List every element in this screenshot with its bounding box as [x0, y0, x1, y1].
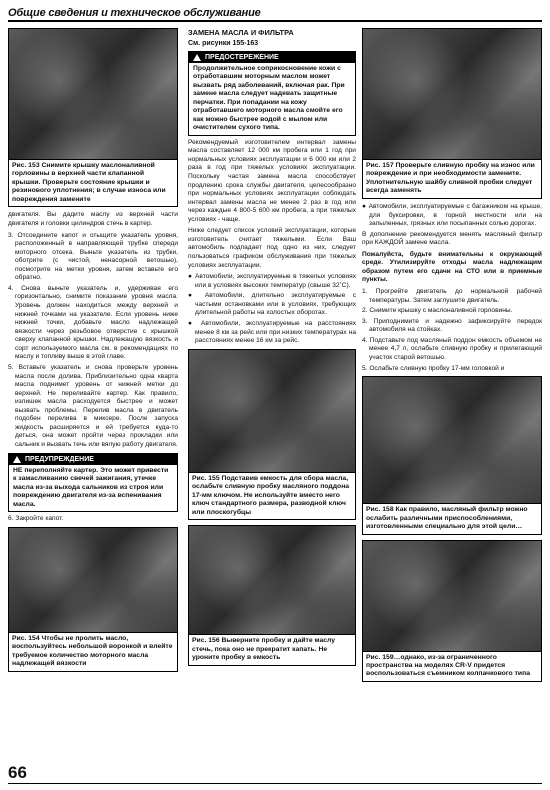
- drain-plug-photo-156: [188, 525, 356, 635]
- paragraph-conditions: Ниже следует список условий эксплуатации, которые изготовитель считает тяжелыми. Если Ваш автомобиль подпадает под одно из них, следует пользоваться графиком обслуживания при тяжелых условиях эксплуатации.: [188, 227, 356, 269]
- step-item: 5. Вставьте указатель и снова проверьте уровень масла после долива. Приблизительно одна кварта масла поднимет уровень от нижней метки до верхней. Не переливайте картер. Как правило, излишек масла расходуется быстрее и может вызвать проблемы. Перелив масла в двигатель подобен перелива в миксере. После запуска жидкость расширяется и ей требуется куда-то деться, она может пройти через прокладки или сальник и вызвать течь или вялую работу двигателя.: [8, 363, 178, 449]
- paragraph-environment: Пожалуйста, будьте внимательны к окружающей среде. Утилизируйте отходы масла надлежащим образом путем его сдачи на СТО или в приемные пункты.: [362, 250, 542, 284]
- drain-photo-155: [188, 349, 356, 473]
- step-6: 6. Закройте капот.: [8, 515, 64, 523]
- figure-caption-153: Рис. 153 Снимите крышку маслоналивной горловины в верхней части клапанной крышки. Проверьте состояние крышки и резинового уплотнения; в случае износа или повреждения замените: [8, 160, 178, 207]
- caution-label: ПРЕДОСТЕРЕЖЕНИЕ: [205, 53, 279, 61]
- step-item: 4. Снова выньте указатель и, удерживая его горизонтально, снимите показание уровня масла. Уровень должен находиться между верхней и нижней точками на указателе. Если уровень ниже нижней точки, добавьте масло надлежащей вязкости через резьбовое отверстие с крышкой сверху клапанной крышки. Надлежащую вязкость и сорт используемого масла см. в рекомендациях по маслу и топливу выше в этой главе.: [8, 284, 178, 361]
- paragraph-interval: Рекомендуемый изготовителем интервал замены масла составляет 12 000 км пробега или 1 год при нормальных условиях эксплуатации и 6 000 км или 2 раза в год при тяжелых условиях эксплуатации. Поскольку частая замена масла способствует продлению срока службы двигателя, целесообразно при нормальных условиях эксплуатации соблюдать интервал замены масла не менее 2 раз в год или через каждые 4 800-5 600 км пробега, а при тяжелых условиях - чаще.: [188, 138, 356, 223]
- figure-caption-154: Рис. 154 Чтобы не пролить масло, воспользуйтесь небольшой воронкой и влейте требуемое количество моторного масла надлежащей вязкости: [8, 633, 178, 672]
- conditions-list: [188, 273, 356, 346]
- filter-tool-photo-158: [362, 376, 542, 504]
- column-right: [362, 28, 542, 682]
- figure-caption-159: Рис. 159…однако, из-за ограниченного пространства на моделях CR-V придется воспользоваться съемником колпачкового типа: [362, 652, 542, 682]
- column-left: [8, 28, 178, 672]
- step-item: 2. Снимите крышку с маслоналивной горловины.: [362, 307, 513, 315]
- page-header: [8, 6, 542, 22]
- cap-wrench-photo-159: [362, 540, 542, 652]
- column-middle: [188, 28, 356, 666]
- drain-plug-photo-157: [362, 28, 542, 160]
- page-number: 66: [8, 763, 27, 782]
- steps-list-right: [362, 288, 542, 373]
- figure-caption-158: Рис. 158 Как правило, масляный фильтр можно ослабить различными приспособлениями, изготовленными специально для этой цели…: [362, 504, 542, 534]
- condition-item: ● Автомобили, эксплуатируемые на расстояниях менее 8 км за рейс или при низких температурах на расстояниях менее 16 км за рейс.: [188, 319, 356, 345]
- section-subtitle: См. рисунки 155-163: [188, 39, 259, 47]
- engine-photo-153: [8, 28, 178, 160]
- footer-rule: [8, 783, 542, 784]
- figure-caption-157: Рис. 157 Проверьте сливную пробку на износ или повреждение и при необходимости замените. Уплотнительную шайбу сливной пробки следует всегда заменять: [362, 160, 542, 199]
- caution-box: [188, 51, 356, 136]
- header-title: Общие сведения и техническое обслуживание: [8, 7, 261, 19]
- warning-triangle-icon: [193, 54, 201, 61]
- funnel-photo-154: [8, 527, 178, 633]
- warning-box-left: [8, 453, 178, 513]
- step-item: 4. Подставьте под масляный поддон емкость объемом не менее 4,7 л, ослабьте сливную пробку и прилегающий участок старой ветошью.: [362, 336, 542, 361]
- figure-caption-156: Рис. 156 Выверните пробку и дайте маслу стечь, пока оно не прекратит капать. Не уроните пробку в емкость: [188, 635, 356, 665]
- condition-item: ● Автомобили, длительно эксплуатируемые с частыми остановками или в условиях, требующих длительной работы на холостых оборотах.: [188, 292, 356, 317]
- warning-triangle-icon: [13, 456, 21, 463]
- caution-text: Продолжительное соприкосновение кожи с отработавшим моторным маслом может вызвать ряд заболеваний, включая рак. При замене масла следует надевать защитные перчатки. При попадании на кожу отработавшего моторного масла смойте его как можно быстрее водой с мылом или очистителем сухого типа.: [193, 64, 345, 132]
- step-item: 3. Отсоедините капот и отыщите указатель уровня, расположенный в направляющей трубке спереди моторного отсека. Выньте указатель из трубки, оботрите (с чистой, ненасорной ветошью), посмотрите на метки уровня, затем вставьте его обратно.: [8, 231, 178, 282]
- caution-header: [189, 52, 355, 63]
- condition-item: ● Автомобили, эксплуатируемые в тяжелых условиях или в условиях высоких температур (свыше 32˚C).: [188, 273, 356, 289]
- figure-caption-155: Рис. 155 Подставив емкость для сбора масла, ослабьте сливную пробку масляного поддона 17-мм ключом. Не используйте вместо него ключ стандартного размера, разводной ключ или плоскогубцы: [188, 473, 356, 520]
- paragraph-intro: двигателя. Вы дадите маслу из верхней части двигателя и головки цилиндров стечь в картер.: [8, 211, 178, 227]
- warning-text: НЕ переполняйте картер. Это может привести к замасливанию свечей зажигания, утечке масла из-за выхода сальников из строя или повреждению двигателя из-за вспенивания масла.: [13, 466, 169, 508]
- warning-label: ПРЕДУПРЕЖДЕНИЕ: [25, 455, 94, 463]
- condition-item: ● Автомобили, эксплуатируемые с багажником на крыше, для буксировки, в горной местности или на запыленных, грязных или посыпанных солью дорогах.: [362, 202, 542, 228]
- step-item: 1. Прогрейте двигатель до нормальной рабочей температуры. Затем заглушите двигатель.: [362, 288, 542, 304]
- steps-list-left: [8, 232, 178, 450]
- step-item: 5. Ослабьте сливную пробку 17-мм головкой и: [362, 364, 505, 372]
- section-title: ЗАМЕНА МАСЛА И ФИЛЬТРА: [188, 28, 294, 37]
- conditions-list-cont: [362, 203, 542, 229]
- warning-header: [9, 454, 177, 465]
- paragraph-filter: В дополнение рекомендуется менять масляный фильтр при КАЖДОЙ замене масла.: [362, 230, 542, 247]
- step-item: 3. Приподнимите и надежно зафиксируйте передок автомобиля на стойках.: [362, 317, 542, 334]
